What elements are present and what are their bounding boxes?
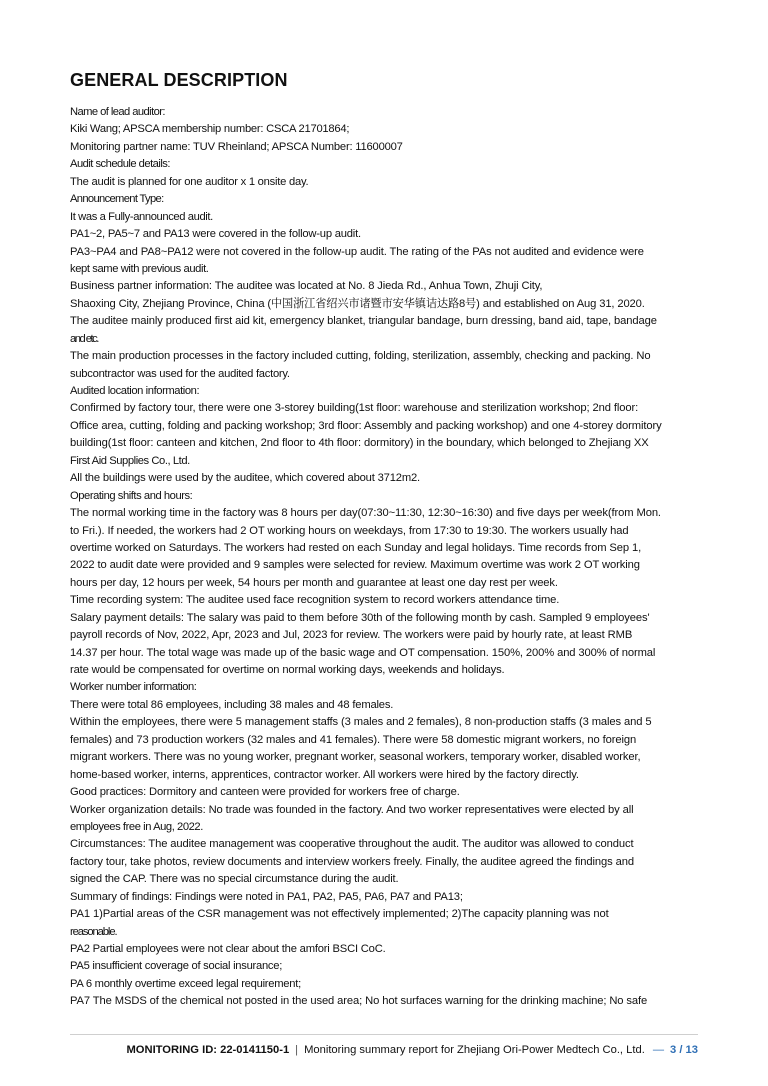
body-line: PA3~PA4 and PA8~PA12 were not covered in the follow-up audit. The rating of the PAs not audited and evidence were: [70, 245, 644, 258]
body-line: employees free in Aug, 2022.: [70, 820, 203, 833]
body-line: migrant workers. There was no young worker, pregnant worker, seasonal workers, temporary worker, disabled worker,: [70, 751, 641, 764]
body-line: kept same with previous audit.: [70, 262, 209, 275]
body-line: home-based worker, interns, apprentices, contractor worker. All workers were hired by the factory directly.: [70, 768, 579, 781]
body-line: The auditee mainly produced first aid kit, emergency blanket, triangular bandage, burn dressing, band aid, tape, bandage: [70, 315, 657, 328]
body-line: The audit is planned for one auditor x 1 onsite day.: [70, 175, 309, 188]
body-line: Operating shifts and hours:: [70, 489, 193, 502]
body-line: Monitoring partner name: TUV Rheinland; APSCA Number: 11600007: [70, 140, 403, 153]
body-line: Audit schedule details:: [70, 158, 170, 171]
body-line: Worker organization details: No trade was founded in the factory. And two worker representatives were elected by all: [70, 803, 634, 816]
body-line: hours per day, 12 hours per week, 54 hours per month and guarantee at least one day rest per week.: [70, 576, 558, 589]
body-line: PA5 insufficient coverage of social insurance;: [70, 960, 283, 973]
body-line: factory tour, take photos, review documents and interview workers freely. Finally, the auditee agreed the findings and: [70, 855, 635, 868]
body-line: There were total 86 employees, including 38 males and 48 females.: [70, 698, 394, 711]
body-line: Circumstances: The auditee management was cooperative throughout the audit. The auditor was allowed to conduct: [70, 838, 634, 851]
page-number: 3 / 13: [670, 1044, 698, 1056]
footer-dash: —: [652, 1044, 664, 1056]
body-line: Office area, cutting, folding and packing workshop; 3rd floor: Assembly and packing workshop) and one 4-storey dormitory: [70, 419, 662, 432]
body-line: Summary of findings: Findings were noted in PA1, PA2, PA5, PA6, PA7 and PA13;: [70, 890, 463, 903]
body-line: Audited location information:: [70, 385, 200, 397]
body-line: 2022 to audit date were provided and 9 samples were selected for review. Maximum overtime was work 2 OT working: [70, 559, 640, 572]
footer-separator: |: [295, 1044, 299, 1056]
body-line: Within the employees, there were 5 management staffs (3 males and 2 females), 8 non-production staffs (3 males and 5: [70, 716, 652, 729]
body-line: and etc.: [70, 332, 98, 345]
body-line: Salary payment details: The salary was paid to them before 30th of the following month by cash. Sampled 9 employees': [70, 611, 650, 624]
monitoring-id: MONITORING ID: 22-0141150-1: [126, 1044, 290, 1056]
body-line: signed the CAP. There was no special circumstance during the audit.: [70, 873, 399, 886]
body-line: The normal working time in the factory was 8 hours per day(07:30~11:30, 12:30~16:30) and five days per week(from Mon.: [70, 507, 661, 520]
page-title: GENERAL DESCRIPTION: [70, 70, 288, 90]
body-line: Announcement Type:: [70, 193, 164, 206]
body-line: reasonable.: [70, 925, 117, 938]
body-line: Name of lead auditor:: [70, 106, 165, 118]
body-line: Business partner information: The auditee was located at No. 8 Jieda Rd., Anhua Town, Zhuji City,: [70, 280, 543, 293]
body-line: PA 6 monthly overtime exceed legal requirement;: [70, 977, 301, 990]
body-line: PA1~2, PA5~7 and PA13 were covered in the follow-up audit.: [70, 228, 361, 241]
body-line: 14.37 per hour. The total wage was made up of the basic wage and OT compensation. 150%, 200% and 300% of normal: [70, 646, 656, 659]
body-line: building(1st floor: canteen and kitchen, 2nd floor to 4th floor: dormitory) in the boundary, which belonged to Zhejiang XX: [70, 437, 649, 450]
body-line: PA1 1)Partial areas of the CSR management was not effectively implemented; 2)The capacity planning was not: [70, 908, 609, 921]
body-line: overtime worked on Saturdays. The workers had rested on each Sunday and legal holidays. Time records from Sep 1,: [70, 541, 642, 554]
body-line: Good practices: Dormitory and canteen were provided for workers free of charge.: [70, 786, 460, 799]
body-line: Kiki Wang; APSCA membership number: CSCA 21701864;: [70, 123, 350, 136]
body-line: PA2 Partial employees were not clear about the amfori BSCI CoC.: [70, 943, 386, 955]
body-line: First Aid Supplies Co., Ltd.: [70, 454, 190, 467]
body-line: Confirmed by factory tour, there were one 3-storey building(1st floor: warehouse and sterilization workshop; 2nd floor:: [70, 402, 639, 415]
body-line: to Fri.). If needed, the workers had 2 OT working hours on weekdays, from 17:30 to 19:30. The workers usually had: [70, 524, 629, 537]
body-line: It was a Fully-announced audit.: [70, 210, 213, 223]
body-line: The main production processes in the factory included cutting, folding, sterilization, assembly, checking and packing. No: [70, 350, 651, 363]
page-footer: [0, 1044, 698, 1056]
body-line: payroll records of Nov, 2022, Apr, 2023 and Jul, 2023 for review. The workers were paid by hourly rate, at least RMB: [70, 629, 633, 642]
body-line: Shaoxing City, Zhejiang Province, China (中国浙江省绍兴市诸暨市安华镇诘达路8号) and established on Aug 31, 2020.: [70, 297, 645, 310]
body-line: rate would be compensated for overtime on normal working days, weekends and holidays.: [70, 664, 505, 676]
body-line: All the buildings were used by the auditee, which covered about 3712m2.: [70, 472, 420, 485]
body-line: Worker number information:: [70, 681, 197, 694]
body-line: PA7 The MSDS of the chemical not posted in the used area; No hot surfaces warning for the drinking machine; No safe: [70, 995, 648, 1008]
body-line: females) and 73 production workers (32 males and 41 females). There were 58 domestic migrant workers, no foreign: [70, 733, 637, 746]
footer-divider: [70, 1034, 698, 1035]
report-title: Monitoring summary report for Zhejiang Ori-Power Medtech Co., Ltd.: [304, 1044, 645, 1056]
general-description-body: [70, 104, 710, 1011]
body-line: subcontractor was used for the audited factory.: [70, 367, 290, 380]
body-line: Time recording system: The auditee used face recognition system to record workers attendance time.: [70, 594, 560, 607]
